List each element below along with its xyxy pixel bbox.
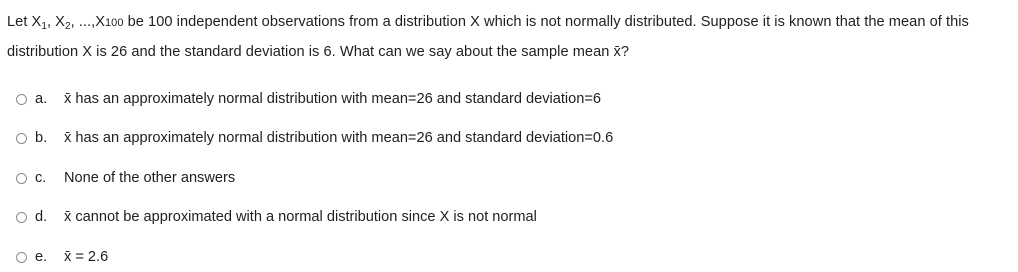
- option-b[interactable]: [16, 127, 613, 149]
- option-b-text: x̄ has an approximately normal distribution with mean=26 and standard deviation=0.6: [64, 130, 614, 146]
- question-part-1: Let X: [7, 14, 42, 30]
- option-c-letter: c.: [35, 170, 47, 186]
- question-text: [7, 8, 1015, 67]
- option-d-letter: d.: [35, 209, 48, 225]
- option-a[interactable]: [16, 88, 601, 110]
- radio-button-a[interactable]: [16, 94, 27, 105]
- subscript-1: 1: [41, 21, 47, 32]
- subscript-100: 100: [105, 17, 124, 29]
- radio-button-c[interactable]: [16, 173, 27, 184]
- subscript-2: 2: [64, 21, 71, 32]
- option-c-text: None of the other answers: [64, 170, 236, 186]
- question-part-2: , X: [46, 14, 65, 30]
- question-part-4: be 100 independent observations from a distribution X which is not normally distributed. Suppose it is known that the mean of this distribution X is 26 and the standard deviation is 6. What can we say about the sample mean x̄?: [7, 14, 969, 60]
- option-b-letter: b.: [35, 130, 48, 146]
- option-c[interactable]: [16, 167, 235, 189]
- option-a-letter: a.: [35, 91, 48, 107]
- question-part-3: , ...,X: [70, 14, 105, 30]
- option-a-text: x̄ has an approximately normal distribution with mean=26 and standard deviation=6: [64, 91, 602, 107]
- option-e[interactable]: [16, 246, 108, 268]
- option-e-letter: e.: [35, 249, 48, 265]
- radio-button-e[interactable]: [16, 252, 27, 263]
- option-d-text: x̄ cannot be approximated with a normal distribution since X is not normal: [64, 209, 537, 225]
- radio-button-d[interactable]: [16, 212, 27, 223]
- radio-button-b[interactable]: [16, 133, 27, 144]
- option-d[interactable]: [16, 206, 537, 228]
- option-e-text: x̄ = 2.6: [64, 249, 109, 265]
